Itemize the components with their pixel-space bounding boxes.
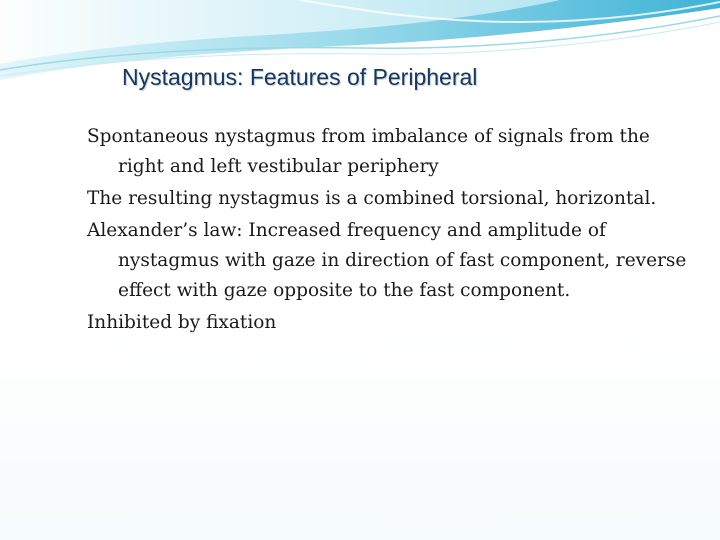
bullet-item-4: Inhibited by fixation — [87, 312, 277, 333]
bullet-item-3: Alexander’s law: Increased frequency and amplitude of nystagmus with gaze in direction of fast component, reverse effect with gaze opposite to the fast component. — [87, 220, 687, 301]
bullet-item-1: Spontaneous nystagmus from imbalance of signals from the right and left vestibular periphery — [87, 126, 650, 177]
bullet-list — [87, 122, 697, 340]
slide-title: Nystagmus: Features of Peripheral — [122, 64, 478, 90]
bullet-item-2: The resulting nystagmus is a combined torsional, horizontal. — [87, 188, 657, 209]
